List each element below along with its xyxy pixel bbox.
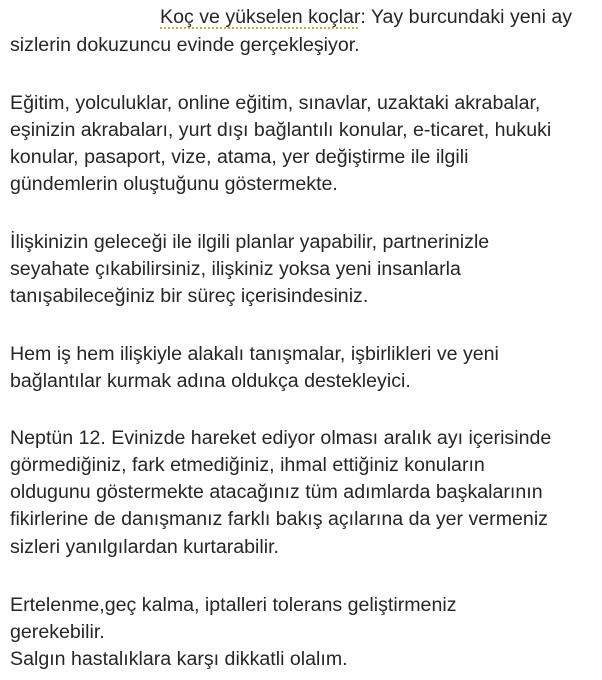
intro-line-1 [160,4,572,31]
p5-line-3: Salgın hastalıklara karşı dikkatli olalım. [10,648,348,670]
intro-text: : Yay burcundaki yeni ay [360,6,573,28]
p3-line-1: Hem iş hem ilişkiyle alakalı tanışmalar, işbirlikleri ve yeni [10,343,499,365]
p1-line-3: konular, pasaport, vize, atama, yer değiştirme ile ilgili [10,146,469,168]
p2-line-1: İlişkinizin geleceği ile ilgili planlar yapabilir, partnerinizle [10,231,490,253]
p3-line-2: bağlantılar kurmak adına oldukça destekleyici. [10,370,411,392]
p1-line-2: eşinizin akrabaları, yurt dışı bağlantılı konular, e-ticaret, hukuki [10,119,552,141]
p4-line-3: oldugunu göstermekte atacağınız tüm adımlarda başkalarının [10,481,543,503]
p5-line-2: gerekebilir. [10,621,105,643]
p4-line-5: sizleri yanılgılardan kurtarabilir. [10,536,279,558]
p2-line-2: seyahate çıkabilirsiniz, ilişkiniz yoksa yeni insanlarla [10,258,461,280]
p4-line-4: fikirlerine de danışmanız farklı bakış açılarına da yer vermeniz [10,508,548,530]
p4-line-2: görmediğiniz, fark etmediğiniz, ihmal ettiğiniz konuların [10,454,485,476]
intro-line-2: sizlerin dokuzuncu evinde gerçekleşiyor. [10,34,360,56]
p2-line-3: tanışabileceğiniz bir süreç içerisindesiniz. [10,285,369,307]
p1-line-1: Eğitim, yolculuklar, online eğitim, sınavlar, uzaktaki akrabalar, [10,92,541,114]
p4-line-1: Neptün 12. Evinizde hareket ediyor olması aralık ayı içerisinde [10,427,552,449]
p1-line-4: gündemlerin oluştuğunu göstermekte. [10,173,338,195]
highlighted-phrase: Koç ve yükselen koçlar [160,6,361,28]
p5-line-1: Ertelenme,geç kalma, iptalleri tolerans geliştirmeniz [10,594,457,616]
